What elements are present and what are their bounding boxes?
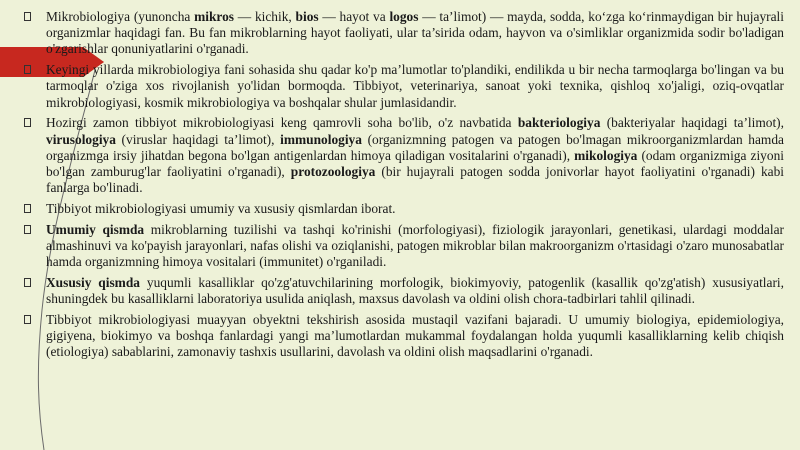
bold-term: Umumiy qismda [46, 221, 145, 237]
bold-term: virusologiya [46, 131, 116, 147]
paragraph-text: — hayot va [318, 9, 390, 24]
paragraph [30, 201, 784, 217]
paragraph-text: — ta’limot) — mayda, sodda, ko‘zga ko‘rinmaydigan bir hujayrali organizmlar haqidagi fan. Bu fan mikroblarning hayot faoliyati, ular ta’sirida odam, hayvon va o'simliklar organizmida sodir bo'ladigan o'zgarishlar qonuniyatlarini o'rganadi. [46, 9, 784, 57]
bold-term: mikros [194, 9, 235, 24]
paragraph-text: Hozirgi zamon tibbiyot mikrobiologiyasi keng qamrovli soha bo'lib, o'z navbatida [46, 115, 518, 131]
bullet-icon [24, 204, 31, 213]
paragraph-text: (bakteriyalar haqidagi ta’limot), [600, 115, 784, 131]
paragraph-text: (viruslar haqidagi ta’limot), [115, 131, 281, 147]
bold-term: bios [295, 9, 319, 24]
paragraph-text: Tibbiyot mikrobiologiyasi muayyan obyektni tekshirish asosida mustaqil vazifani bajaradi. U umumiy biologiya, epidemiologiya, gigiyena, biokimyo va boshqa fanlardagi yangi ma’lumotlardan mukammal foydalangan holda yuqumli kasalliklarning kelib chiqish (etiologiya) sabablarini, zamonaviy tashxis usullarini, davolash va oldini olish maqsadlarini o'rganadi. [46, 312, 784, 360]
paragraph [30, 62, 784, 111]
bold-term: mikologiya [574, 147, 638, 163]
paragraph [30, 312, 784, 361]
bold-term: logos [389, 9, 419, 24]
bullet-icon [24, 12, 31, 21]
paragraph-text: (organizmning patogen va patogen bo'lmagan mikroorganizmlardan hamda organizmga irsiy jihatdan begona bo'lgan antigenlardan himoya qiladigan vositalarini o'rganadi), [46, 131, 784, 163]
paragraph-text: Keyingi yillarda mikrobiologiya fani sohasida shu qadar ko'p ma’lumotlar to'plandiki, endilikda u bir necha tarmoqlarga bo'lingan va bu tarmoqlar o'ziga xos rivojlanish yo'lidan bormoqda. Tibbiyot, veterinariya, sanoat yoki texnika, qishloq xo'jaligi, oziq-ovqatlar mikrobiologiyasi, kosmik mikrobiologiya va boshqalar shular jumlasidandir. [46, 62, 784, 110]
paragraph-text: — kichik, [234, 9, 296, 24]
bold-term: Xususiy qismda [46, 275, 140, 291]
paragraph [30, 9, 784, 58]
paragraph-text: yuqumli kasalliklar qo'zg'atuvchilarining morfologik, biokimyoviy, patogenlik (kasallik qo'zg'atish) xususiyatlari, shuningdek bu kasalliklarni laboratoriya usulida aniqlash, maxsus davolash va oldini olish chora-tadbirlari tahlil qilinadi. [46, 275, 784, 307]
bullet-icon [24, 65, 31, 74]
bullet-icon [24, 315, 31, 324]
paragraph-text: (odam organizmiga ziyoni bo'lgan zamburug'lar faoliyatini o'rganadi), [46, 147, 784, 180]
paragraph-text: Tibbiyot mikrobiologiyasi umumiy va xususiy qismlardan iborat. [46, 201, 396, 217]
paragraph [30, 275, 784, 307]
paragraph-text: Mikrobiologiya (yunoncha [46, 9, 195, 24]
slide-body [30, 9, 784, 365]
paragraph-text: mikroblarning tuzilishi va tashqi ko'rinishi (morfologiyasi), fiziologik jarayonlari, genetikasi, ulardagi moddalar almashinuvi va ko'payish jarayonlari, nafas olishi va oziqlanishi, patogen mikroblar bilan makroorganizm o'rtasidagi o'zaro munosabatlar hamda organizmning himoya vositalari (immunitet) o'rganiladi. [46, 221, 784, 270]
bullet-icon [24, 278, 31, 287]
bold-term: immunologiya [280, 131, 362, 147]
paragraph [30, 115, 784, 196]
paragraph-text: (bir hujayrali patogen sodda jonivorlar hayot faoliyatini o'rganadi) kabi fanlarga bo'linadi. [46, 164, 785, 196]
bullet-icon [24, 118, 31, 127]
paragraph [30, 222, 784, 271]
bullet-icon [24, 225, 31, 234]
bold-term: bakteriologiya [517, 115, 601, 131]
bold-term: protozoologiya [290, 164, 376, 180]
